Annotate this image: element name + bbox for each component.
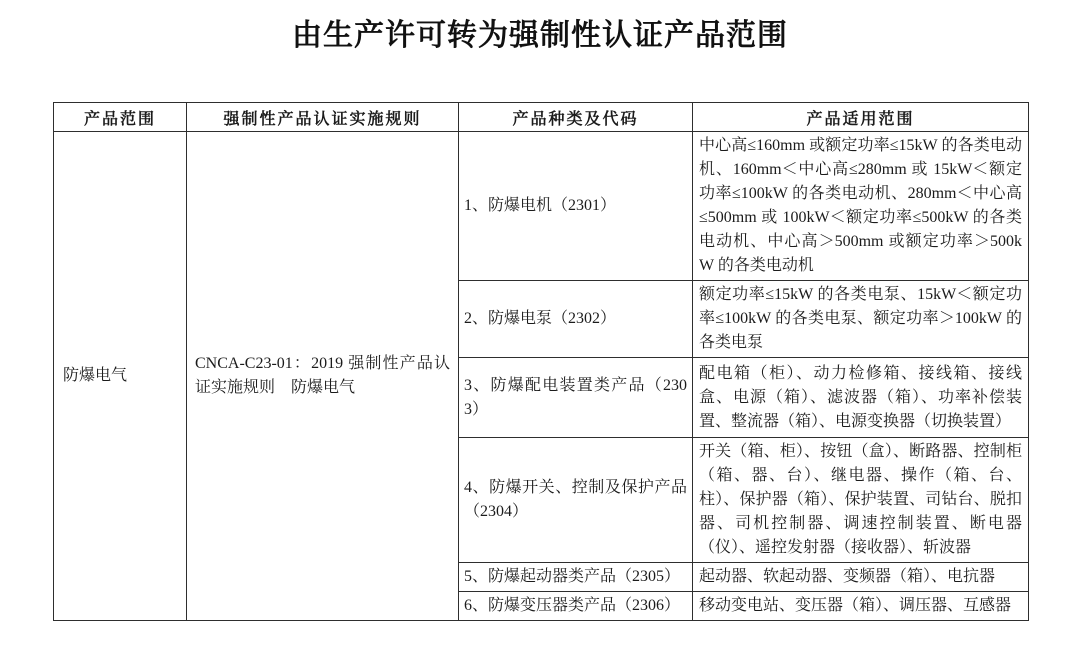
category-cell: 1、防爆电机（2301） (459, 132, 693, 281)
category-cell: 3、防爆配电装置类产品（2303） (459, 358, 693, 438)
rule-cell: CNCA-C23-01：2019 强制性产品认证实施规则 防爆电气 (187, 132, 459, 621)
scope-cell: 移动变电站、变压器（箱）、调压器、互感器 (693, 592, 1029, 621)
category-cell: 6、防爆变压器类产品（2306） (459, 592, 693, 621)
category-cell: 5、防爆起动器类产品（2305） (459, 563, 693, 592)
scope-cell: 中心高≤160mm 或额定功率≤15kW 的各类电动机、160mm＜中心高≤280mm 或 15kW＜额定功率≤100kW 的各类电动机、280mm＜中心高≤500mm 或 100kW＜额定功率≤500kW 的各类电动机、中心高＞500mm 或额定功率＞500kW 的各类电动机 (693, 132, 1029, 281)
header-category-code: 产品种类及代码 (459, 103, 693, 132)
category-cell: 2、防爆电泵（2302） (459, 281, 693, 358)
product-certification-table (53, 102, 1029, 621)
table-header-row (54, 103, 1029, 132)
scope-cell: 额定功率≤15kW 的各类电泵、15kW＜额定功率≤100kW 的各类电泵、额定功率＞100kW 的各类电泵 (693, 281, 1029, 358)
header-applicable-scope: 产品适用范围 (693, 103, 1029, 132)
table-row (54, 132, 1029, 281)
scope-cell: 开关（箱、柜）、按钮（盒）、断路器、控制柜（箱、器、台）、继电器、操作（箱、台、柱）、保护器（箱）、保护装置、司钻台、脱扣器、司机控制器、调速控制装置、断电器（仪）、遥控发射器（接收器）、斩波器 (693, 438, 1029, 563)
header-product-scope: 产品范围 (54, 103, 187, 132)
scope-cell: 起动器、软起动器、变频器（箱）、电抗器 (693, 563, 1029, 592)
page-title: 由生产许可转为强制性认证产品范围 (292, 19, 788, 52)
product-scope-cell: 防爆电气 (54, 132, 187, 621)
scope-cell: 配电箱（柜）、动力检修箱、接线箱、接线盒、电源（箱）、滤波器（箱）、功率补偿装置、整流器（箱）、电源变换器（切换装置） (693, 358, 1029, 438)
header-rule: 强制性产品认证实施规则 (187, 103, 459, 132)
category-cell: 4、防爆开关、控制及保护产品（2304） (459, 438, 693, 563)
